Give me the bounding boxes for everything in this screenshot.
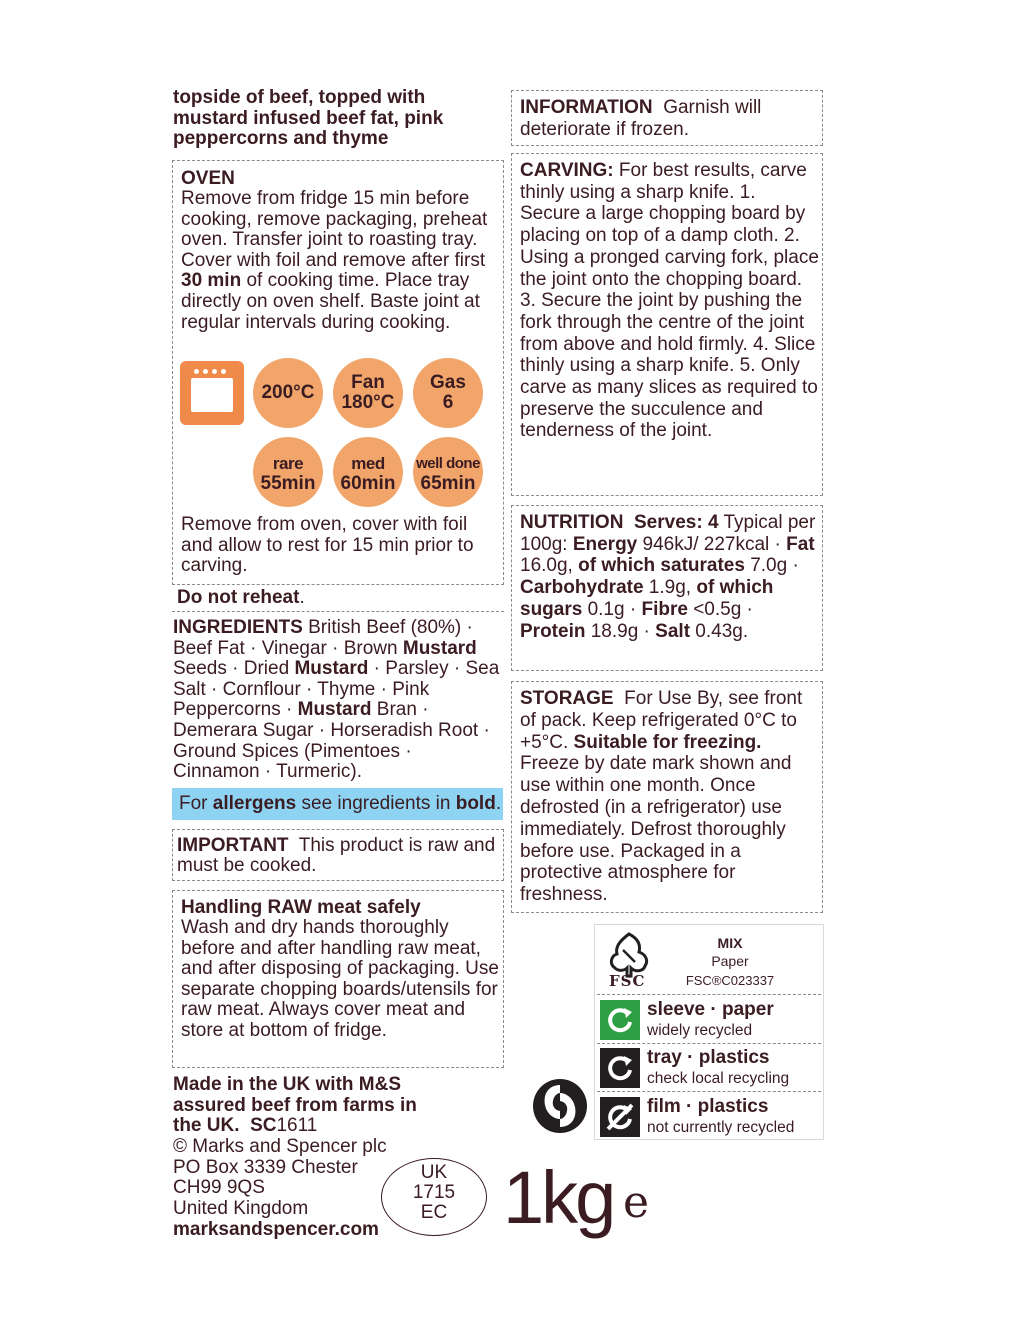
fsc-mix: MIX — [717, 935, 743, 951]
temp-circle-electric: 200°C — [253, 358, 323, 428]
copyright: © Marks and Spencer plc — [173, 1136, 387, 1157]
recycling-tray-title: tray · plastics — [647, 1047, 770, 1068]
ingredient-text: British Beef (80%) · Beef Fat · Vinegar · Brown — [173, 617, 473, 659]
fsc-paper: Paper — [711, 953, 749, 969]
do-not-reheat: Do not reheat. — [177, 587, 305, 608]
recycling-film-title: film · plastics — [647, 1096, 769, 1117]
recycling-tray-status: check local recycling — [647, 1070, 790, 1087]
recycling-film — [597, 1094, 823, 1140]
recycling-sleeve — [597, 997, 823, 1043]
estimated-sign: e — [623, 1177, 650, 1228]
recycling-sleeve-title: sleeve · paper — [647, 999, 774, 1020]
nutrition-text: NUTRITION Serves: 4 Typical per 100g: Energy 946kJ/ 227kcal · Fat 16.0g, of which saturates 7.0g · Carbohydrate 1.9g, of which sugars 0.1g · Fibre <0.5g · Protein 18.9g · Salt 0.43g. — [520, 512, 816, 642]
carving-text: CARVING: For best results, carve thinly using a sharp knife. 1. Secure a large chopping board by placing on top of a damp cloth. 2. Using a pronged carving fork, place the joint onto the chopping board. 3. Secure the joint by pushing the fork through the centre of the joint from above and hold firmly. 4. Slice thinly using a sharp knife. 5. Only carve as many slices as required to preserve the succulence and tenderness of the joint. — [520, 160, 819, 442]
time-circle-rare: rare 55min — [253, 437, 323, 507]
ingredients: INGREDIENTS British Beef (80%) · Beef Fat · Vinegar · Brown Mustard Seeds · Dried Mustard · Parsley · Sea Salt · Cornflour · Thyme · Pink Peppercorns · Mustard Bran · Demerara Sugar · Horseradish Root · Ground Spices (Pimentoes · Cinnamon · Turmeric). — [173, 617, 500, 783]
fsc-logo — [603, 930, 655, 988]
handling-heading: Handling RAW meat safely — [181, 897, 421, 918]
recycling-sleeve-status: widely recycled — [647, 1022, 753, 1039]
product-description: topside of beef, topped with mustard infused beef fat, pink peppercorns and thyme — [173, 87, 444, 149]
storage-text: STORAGE For Use By, see front of pack. Keep refrigerated 0°C to +5°C. Suitable for freezing. Freeze by date mark shown and use within one month. Once defrosted (in a refrigerator) use immediately. Defrost thoroughly before use. Packaged in a protective atmosphere for freshness. — [520, 688, 803, 906]
origin-statement: Made in the UK with M&S assured beef from farms in the UK. SC1611 — [173, 1074, 417, 1136]
ingredient-text: Bran · Demerara Sugar · Horseradish Root · Ground Spices (Pimentoes · Cinnamon · Turmeric). — [173, 699, 490, 783]
address-line-2: CH99 9QS — [173, 1177, 265, 1198]
allergens-banner: For allergens see ingredients in bold. — [172, 788, 503, 820]
rest-instructions: Remove from oven, cover with foil and allow to rest for 15 min prior to carving. — [181, 514, 474, 577]
handling-text: Wash and dry hands thoroughly before and after handling raw meat, and after disposing of packaging. Use separate chopping boards/utensils for raw meat. Always cover meat and store at bottom of fridge. — [181, 917, 499, 1041]
important-text: IMPORTANT This product is raw and must be cooked. — [177, 835, 496, 876]
allergen-ingredient: Mustard — [294, 658, 369, 680]
allergen-ingredient: Mustard — [402, 637, 477, 659]
fsc-label: FSC — [609, 972, 646, 990]
allergen-ingredient: Mustard — [297, 699, 372, 721]
oven-heading: OVEN — [181, 168, 235, 189]
recycling-film-status: not currently recycled — [647, 1119, 795, 1136]
fsc-code: FSC®C023337 — [685, 973, 775, 988]
website-link[interactable]: marksandspencer.com — [173, 1219, 379, 1240]
net-weight: 1kg — [503, 1156, 614, 1239]
recycle-check-local-icon — [600, 1048, 640, 1088]
not-recycled-icon — [600, 1097, 640, 1137]
divider — [597, 1091, 821, 1092]
oven-icon — [180, 361, 244, 425]
recycling-tray — [597, 1045, 823, 1091]
temp-circle-gas: Gas 6 — [413, 358, 483, 428]
temp-circle-fan: Fan 180°C — [333, 358, 403, 428]
ingredient-text: Seeds · Dried — [173, 658, 295, 680]
divider — [172, 611, 504, 612]
information-text: INFORMATION Garnish will deteriorate if frozen. — [520, 97, 762, 140]
green-dot-icon — [531, 1077, 589, 1135]
address-line-3: United Kingdom — [173, 1198, 309, 1219]
oven-instructions: Remove from fridge 15 min before cooking, remove packaging, preheat oven. Transfer joint to roasting tray. Cover with foil and remove after first 30 min of cooking time. Place tray directly on oven shelf. Baste joint at regular intervals during cooking. — [181, 188, 488, 333]
recycle-widely-icon — [600, 1000, 640, 1040]
time-circle-well-done: well done 65min — [413, 437, 483, 507]
address-line-1: PO Box 3339 Chester — [173, 1157, 358, 1178]
ingredient-text: · Parsley · Sea Salt · Cornflour · Thyme · Pink Peppercorns · — [173, 658, 500, 721]
time-circle-med: med 60min — [333, 437, 403, 507]
divider — [597, 994, 821, 995]
ec-health-mark: UK 1715 EC — [381, 1158, 487, 1236]
divider — [597, 1043, 821, 1044]
